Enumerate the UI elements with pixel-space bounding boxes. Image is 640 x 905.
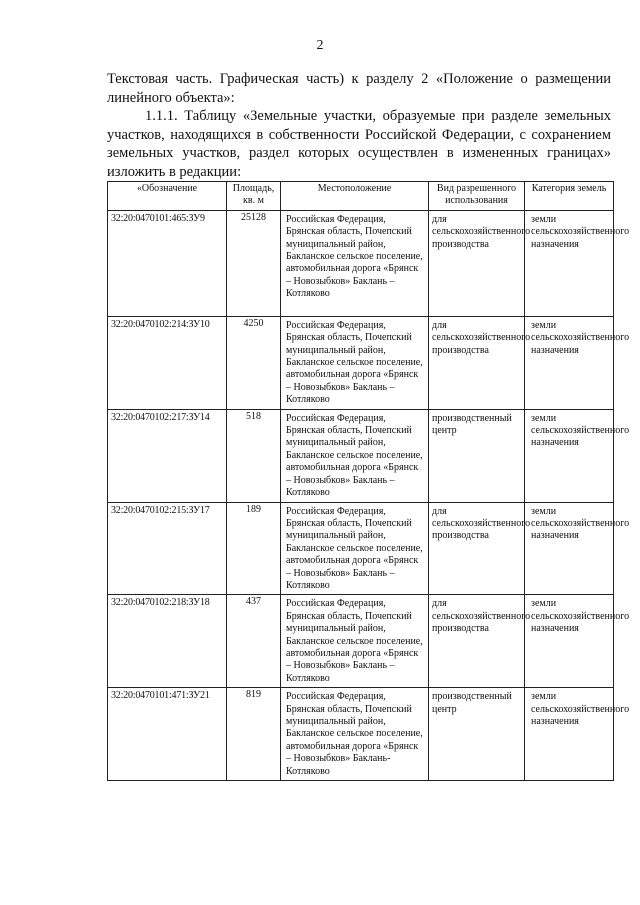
cell-location: Российская Федерация, Брянская область, Почепский муниципальный район, Бакланское сельское поселение, автомобильная дорога «Брянск – Новозыбков» Баклань-Котляково [281,688,429,781]
cell-use: для сельскохозяйственного производства [429,502,525,595]
page-number: 2 [316,38,324,53]
cell-location: Российская Федерация, Брянская область, Почепский муниципальный район, Бакланское сельское поселение, автомобильная дорога «Брянск – Новозыбков» Баклань – Котляково [281,502,429,595]
cell-area: 189 [227,502,281,595]
cell-area: 437 [227,595,281,688]
cell-use: для сельскохозяйственного производства [429,316,525,409]
cell-location: Российская Федерация, Брянская область, Почепский муниципальный район, Бакланское сельское поселение, автомобильная дорога «Брянск – Новозыбков» Баклань – Котляково [281,595,429,688]
cell-use: производственный центр [429,409,525,502]
header-category: Категория земель [525,182,614,211]
intro-text [107,70,611,181]
table-row [108,316,614,409]
header-area: Площадь, кв. м [227,182,281,211]
cell-use: производственный центр [429,688,525,781]
cell-category: земли сельскохозяйственного назначения [525,210,614,316]
header-location: Местоположение [281,182,429,211]
cell-designation: 32:20:0470102:217:ЗУ14 [108,409,227,502]
cell-area: 25128 [227,210,281,316]
table-row [108,409,614,502]
cell-area: 4250 [227,316,281,409]
land-plots-table [107,181,630,781]
cell-area: 518 [227,409,281,502]
table-row [108,595,614,688]
header-use: Вид разрешенного использования [429,182,525,211]
cell-area: 819 [227,688,281,781]
cell-use: для сельскохозяйственного производства [429,210,525,316]
table-header-row [108,182,614,211]
cell-location: Российская Федерация, Брянская область, Почепский муниципальный район, Бакланское сельское поселение, автомобильная дорога «Брянск – Новозыбков» Баклань – Котляково [281,409,429,502]
table-row [108,688,614,781]
cell-category: земли сельскохозяйственного назначения [525,688,614,781]
header-designation: «Обозначение [108,182,227,211]
cell-designation: 32:20:0470101:471:ЗУ21 [108,688,227,781]
cell-designation: 32:20:0470102:215:ЗУ17 [108,502,227,595]
table-row [108,502,614,595]
cell-category: земли сельскохозяйственного назначения [525,502,614,595]
cell-location: Российская Федерация, Брянская область, Почепский муниципальный район, Бакланское сельское поселение, автомобильная дорога «Брянск – Новозыбков» Баклань – Котляково [281,210,429,316]
cell-category: земли сельскохозяйственного назначения [525,409,614,502]
cell-location: Российская Федерация, Брянская область, Почепский муниципальный район, Бакланское сельское поселение, автомобильная дорога «Брянск – Новозыбков» Баклань – Котляково [281,316,429,409]
cell-designation: 32:20:0470102:214:ЗУ10 [108,316,227,409]
intro-paragraph-2: 1.1.1. Таблицу «Земельные участки, образуемые при разделе земельных участков, находящихся в собственности Российской Федерации, с сохранением земельных участков, раздел которых осуществлен в измененных границах» изложить в редакции: [107,108,611,180]
cell-designation: 32:20:0470102:218:ЗУ18 [108,595,227,688]
intro-paragraph-1: Текстовая часть. Графическая часть) к разделу 2 «Положение о размещении линейного объекта»: [107,71,611,106]
cell-designation: 32:20:0470101:465:ЗУ9 [108,210,227,316]
cell-category: земли сельскохозяйственного назначения [525,595,614,688]
table-row [108,210,614,316]
cell-category: земли сельскохозяйственного назначения [525,316,614,409]
cell-use: для сельскохозяйственного производства [429,595,525,688]
